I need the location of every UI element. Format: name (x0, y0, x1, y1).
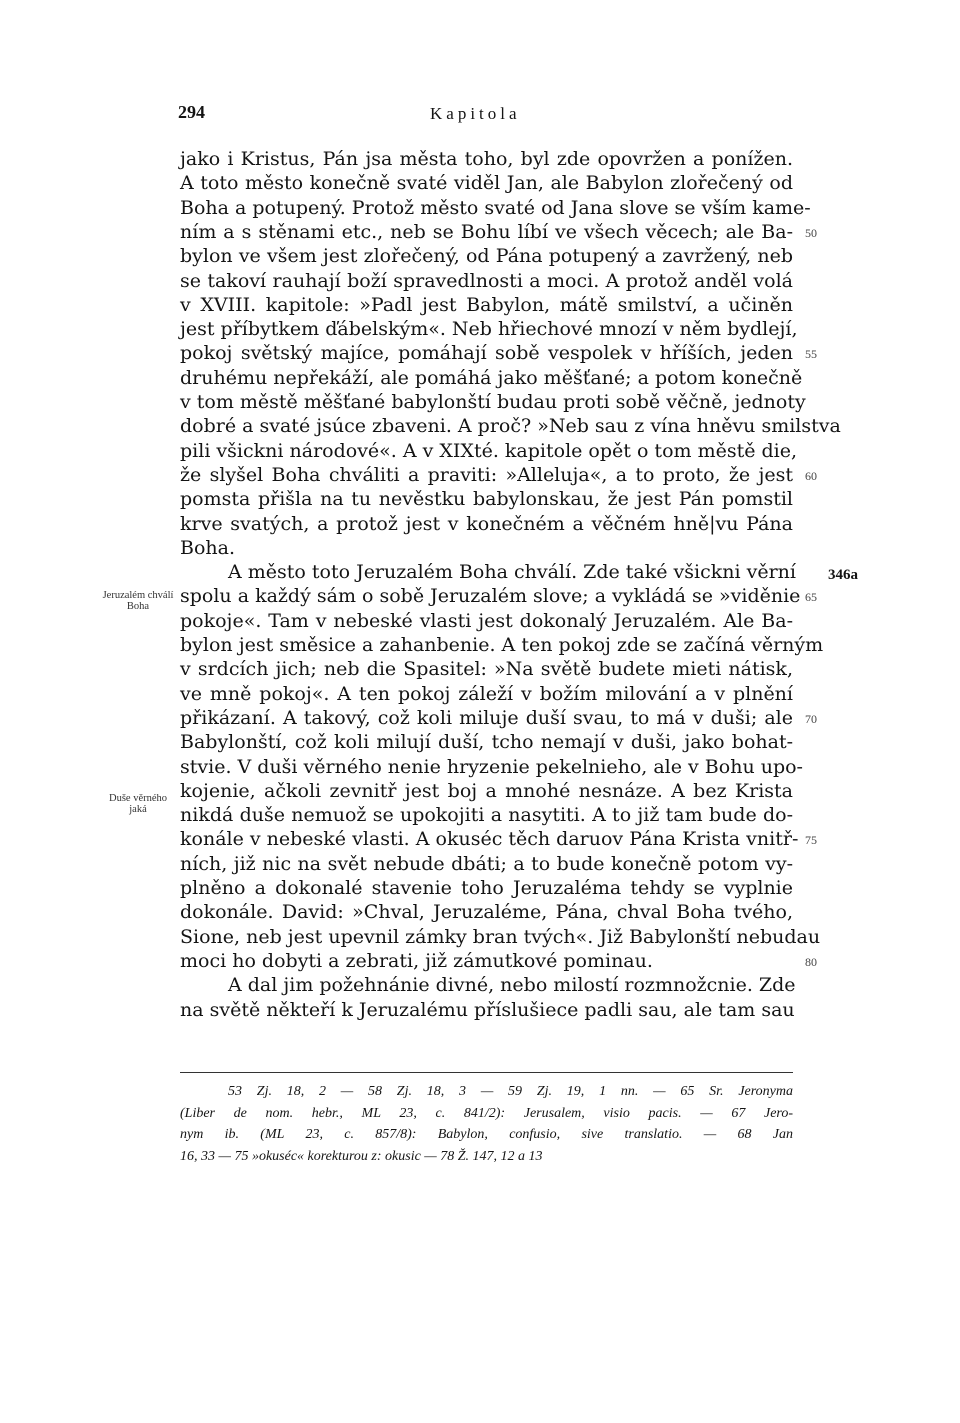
body-line: druhému nepřekáží, ale pomáhá jako měšťané; a potom konečně (180, 366, 803, 389)
line-number: 60 (805, 468, 817, 483)
body-line: bylon jest směsice a zahanbenie. A ten pokoj zde se začíná věrným (180, 634, 824, 656)
body-line: moci ho dobyti a zebrati, již zámutkové pominau. (180, 949, 653, 972)
body-line: A toto město konečně svaté viděl Jan, ale Babylon zlořečený od (180, 172, 793, 195)
body-line: na světě někteří k Jeruzalému příslušiece padli sau, ale tam sau (180, 998, 795, 1021)
body-line: ních, již nic na svět nebude dbáti; a to bude konečně potom vy- (180, 852, 793, 875)
body-line: že slyšel Boha chváliti a praviti: »Alleluja«, a to proto, že jest (180, 463, 793, 486)
body-line: kojenie, ačkoli zevnitř jest boj a mnohé nesnáze. A bez Krista (180, 779, 793, 802)
body-line: pokoje«. Tam v nebeské vlasti jest dokonalý Jeruzalém. Ale Ba- (180, 609, 793, 632)
body-line: krve svatých, a protož jest v konečném a věčném hně|vu Pána (180, 512, 793, 535)
line-number: 55 (805, 347, 817, 362)
body-line: se takoví rauhají boží spravedlnosti a moci. A protož anděl volá (180, 269, 793, 292)
footnote-line: (Liber de nom. hebr., ML 23, c. 841/2): Jerusalem, visio pacis. — 67 Jero- (180, 1105, 793, 1121)
body-line: pili všickni národové«. A v XIXté. kapitole opět o tom městě die, (180, 439, 798, 462)
body-line: jako i Kristus, Pán jsa města toho, byl zde opovržen a ponížen. (180, 148, 793, 170)
body-line: ním a s stěnami etc., neb se Bohu líbí ve všech věcech; ale Ba- (180, 220, 793, 243)
body-line: jest příbytkem ďábelským«. Neb hřiechové mnozí v něm bydlejí, (180, 318, 798, 341)
body-line: spolu a každý sám o sobě Jeruzalém slove; a vykládá se »viděnie (180, 585, 801, 608)
body-line: A dal jim požehnánie divné, nebo milostí rozmnožcnie. Zde (228, 974, 796, 997)
body-line: plněno a dokonalé stavenie toho Jeruzaléma tehdy se vyplnie (180, 877, 793, 899)
body-line: ve mně pokoj«. A ten pokoj záleží v božím milování a v plnění (180, 682, 793, 705)
body-line: pokoj světský majíce, pomáhají sobě vespolek v hříších, jeden (180, 342, 793, 365)
line-number: 65 (805, 590, 817, 605)
body-line: bylon ve všem jest zlořečený, od Pána potupený a zavržený, neb (180, 245, 793, 268)
footnote-line: 53 Zj. 18, 2 — 58 Zj. 18, 3 — 59 Zj. 19, 1 nn. — 65 Sr. Jeronyma (228, 1084, 793, 1099)
body-line: stvie. V duši věrného nenie hryzenie pekelnieho, ale v Bohu upo- (180, 755, 803, 778)
folio-mark: 346a (828, 567, 858, 583)
body-line: přikázaní. A takový, což koli miluje duší svau, to má v duši; ale (180, 706, 793, 729)
body-line: Boha. (180, 536, 236, 559)
footnote-rule (180, 1072, 793, 1073)
line-number: 80 (805, 954, 817, 969)
body-line: dokonále. David: »Chval, Jeruzaléme, Pána, chval Boha tvého, (180, 901, 793, 924)
margin-note-jerusalem: Jeruzalém chválí Boha (102, 590, 174, 612)
margin-note-soul: Duše věrného jaká (108, 793, 168, 815)
body-line: Babylonští, což koli milují duší, tcho nemají v duši, jako bohat- (180, 731, 793, 754)
footnote-line: nym ib. (ML 23, c. 857/8): Babylon, confusio, sive translatio. — 68 Jan (180, 1127, 793, 1142)
running-title: Kapitola (430, 104, 521, 123)
line-number: 70 (805, 711, 817, 726)
body-line: v srdcích jich; neb die Spasitel: »Na světě budete mieti nátisk, (180, 658, 793, 681)
page-number: 294 (178, 102, 205, 122)
body-line: pomsta přišla na tu nevěstku babylonskau, že jest Pán pomstil (180, 488, 793, 511)
footnote-line: 16, 33 — 75 »okuséc« korekturou z: okusic — 78 Ž. 147, 12 a 13 (180, 1148, 543, 1164)
body-line: nikdá duše nemuož se upokojiti a nasytiti. A to již tam bude do- (180, 804, 793, 827)
body-line: A město toto Jeruzalém Boha chválí. Zde také všickni věrní (228, 561, 796, 584)
body-line: Boha a potupený. Protož město svaté od Jana slove se vším kame- (180, 196, 811, 219)
body-line: Sione, neb jest upevnil zámky bran tvých«. Již Babylonští nebudau (180, 925, 821, 948)
line-number: 75 (805, 833, 817, 848)
body-line: v tom městě měšťané babylonští budau proti sobě věčně, jednoty (180, 391, 806, 413)
body-line: konále v nebeské vlasti. A okuséc těch daruov Pána Krista vnitř- (180, 828, 799, 851)
body-line: v XVIII. kapitole: »Padl jest Babylon, mátě smilství, a učiněn (180, 293, 793, 316)
line-number: 50 (805, 225, 817, 240)
body-line: dobré a svaté jsúce zbaveni. A proč? »Neb sau z vína hněvu smilstva (180, 415, 841, 438)
